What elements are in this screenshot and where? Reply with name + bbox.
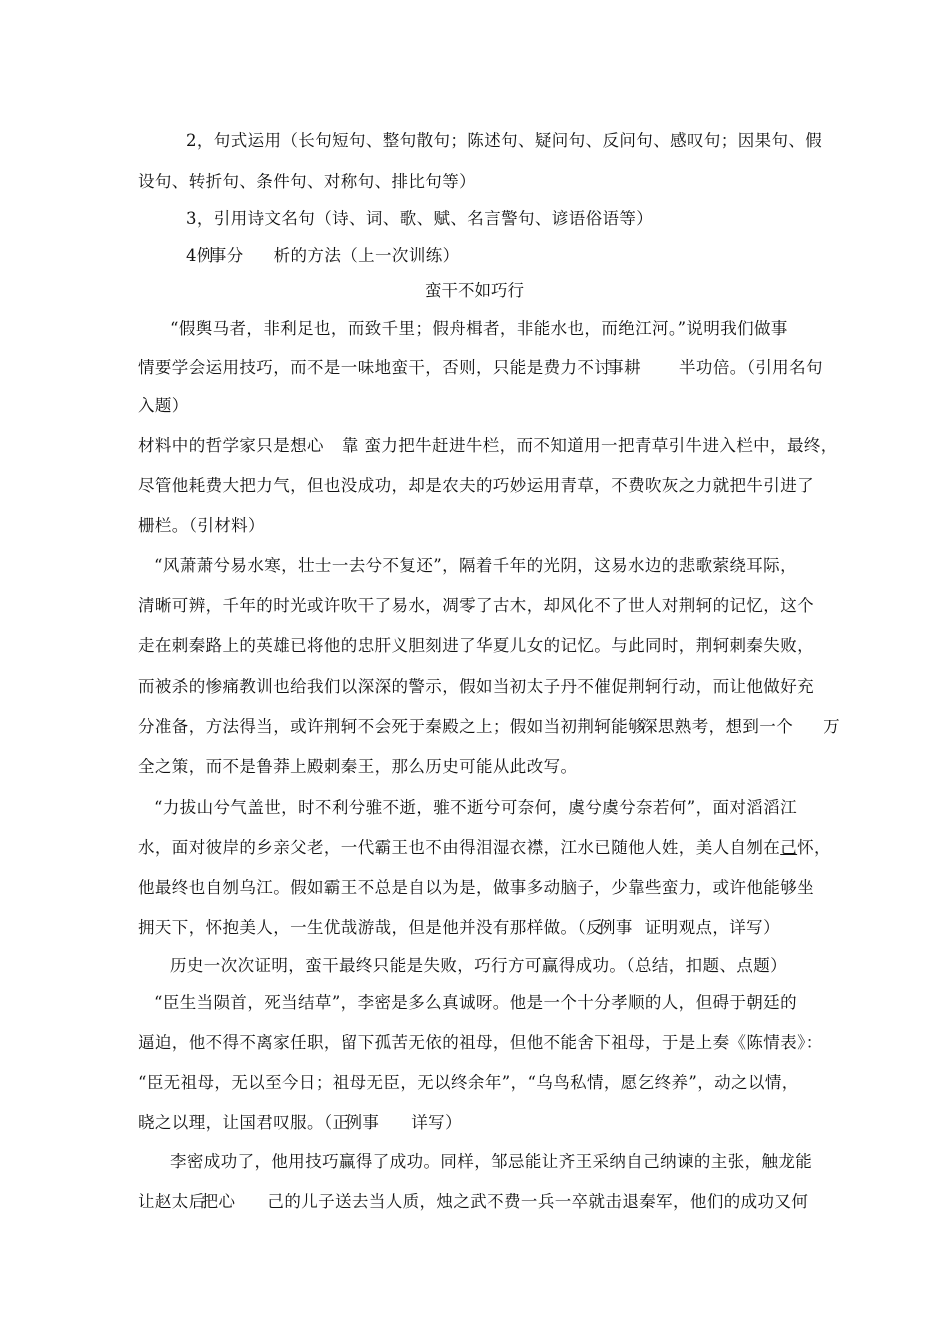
text-fragment: 万 (823, 717, 841, 736)
paragraph-line: 入题） (138, 396, 189, 415)
text-fragment: ，想到一个 (708, 717, 794, 736)
text-fragment: 详写） (411, 1113, 462, 1132)
paragraph-line: “臣生当陨首，死当结草”，李密是多么真诚呀。他是一个十分孝顺的人，但碍于朝廷的 (154, 993, 797, 1012)
text-fragment: 让赵太后 (138, 1192, 206, 1211)
text-fragment: 己的儿子送去当人质，烛之武不费一兵一卒就击退秦军，他们的成功又何 (267, 1192, 809, 1211)
paragraph-line: 他最终也自刎乌江。假如霸王不总是自以为是，做事多动脑子，少靠些蛮力，或许他能够坐 (138, 878, 814, 897)
text-fragment: 材料中的哲学家只是想心 (138, 436, 324, 455)
text-fragment: 情要学会运用技巧，而不是一味地蛮干，否则，只能是费力不讨 (138, 358, 612, 377)
underlined-text: 己 (780, 838, 798, 857)
paragraph-line: “臣无祖母，无以至今日；祖母无臣，无以终余年”，“乌鸟私情，愿乞终养”，动之以情， (138, 1073, 799, 1092)
paragraph-line: 全之策，而不是鲁莽上殿刺秦王，那么历史可能从此改写。 (138, 757, 578, 776)
text-fragment: 怀， (797, 838, 831, 857)
paragraph-line: 清晰可辨，千年的时光或许吹干了易水，凋零了古木，却风化不了世人对荆轲的记忆，这个 (138, 596, 814, 615)
paragraph-line (138, 834, 831, 858)
overlap-text: 例事 (598, 918, 633, 937)
paragraph-line: 而被杀的惨痛教训也给我们以深深的警示，假如当初太子丹不催促荆轲行动，而让他做好充 (138, 677, 814, 696)
paragraph-line: “风萧萧兮易水寒，壮士一去兮不复还”，隔着千年的光阴，这易水边的悲歌萦绕耳际， (154, 556, 797, 575)
paragraph-line: 逼迫，他不得不离家任职，留下孤苦无依的祖母，但他不能舍下祖母，于是上奏《陈情表》： (138, 1033, 823, 1052)
text-fragment: 分准备，方法得当，或许荆轲不会死于秦殿之上；假如当初荆轲能够 (138, 717, 645, 736)
text-fragment: 证明观点，详写） (644, 918, 780, 937)
text-fragment: 半功倍。（引用名句 (679, 358, 823, 377)
paragraph-line: “假舆马者，非利足也，而致千里；假舟楫者，非能水也，而绝江河。”说明我们做事 (170, 319, 788, 338)
overlap-text: 事分 (209, 246, 244, 265)
text-fragment: 水，面对彼岸的乡亲父老，一代霸王也不由得泪湿衣襟，江水已随他人姓，美人自刎在 (138, 838, 781, 857)
paragraph-line: 尽管他耗费大把力气，但也没成功，却是农夫的巧妙运用青草，不费吹灰之力就把牛引进了 (138, 476, 814, 495)
paragraph-line (138, 432, 838, 456)
text-fragment: 晓之以理，让国君叹服。（正 (138, 1113, 350, 1132)
paragraph-line: 李密成功了，他用技巧赢得了成功。同样，邹忌能让齐王采纳自己纳谏的主张，触龙能 (170, 1152, 813, 1171)
paragraph-line: 栅栏。（引材料） (138, 516, 265, 535)
text-fragment: 4例 (186, 246, 214, 265)
paragraph-line: 2，句式运用（长句短句、整句散句；陈述句、疑问句、反问句、感叹句；因果句、假 (186, 131, 823, 150)
text-fragment: 析的方法（上一次训练） (273, 246, 460, 265)
paragraph-line: 走在刺秦路上的英雄已将他的忠肝义胆刻进了华夏儿女的记忆。与此同时，荆轲刺秦失败， (138, 636, 814, 655)
overlap-text: 深思熟考 (641, 717, 709, 736)
paragraph-line (138, 1109, 462, 1133)
paragraph-line: “力拔山兮气盖世，时不利兮骓不逝，骓不逝兮可奈何，虞兮虞兮奈若何”，面对滔滔江 (154, 798, 797, 817)
paragraph-line (138, 713, 840, 737)
overlap-text: 例事 (345, 1113, 380, 1132)
overlap-text: 事耕 (607, 358, 642, 377)
paragraph-line: 设句、转折句、条件句、对称句、排比句等） (138, 172, 476, 191)
essay-title: 蛮干不如巧行 (425, 281, 524, 300)
text-fragment: 拥天下，怀抱美人，一生优哉游哉，但是他并没有那样做。（反 (138, 918, 603, 937)
paragraph-line: 历史一次次证明，蛮干最终只能是失败，巧行方可赢得成功。（总结，扣题、点题） (170, 956, 788, 975)
text-fragment: 靠 蛮力把牛赶进牛栏，而不知道用一把青草引牛进入栏中，最终， (341, 436, 838, 455)
paragraph-line: 3，引用诗文名句（诗、词、歌、赋、名言警句、谚语俗语等） (186, 209, 654, 228)
paragraph-line (138, 1188, 808, 1212)
paragraph-line (138, 354, 823, 378)
paragraph-line (186, 242, 460, 266)
paragraph-line (138, 914, 780, 938)
overlap-text: 把心 (201, 1192, 236, 1211)
